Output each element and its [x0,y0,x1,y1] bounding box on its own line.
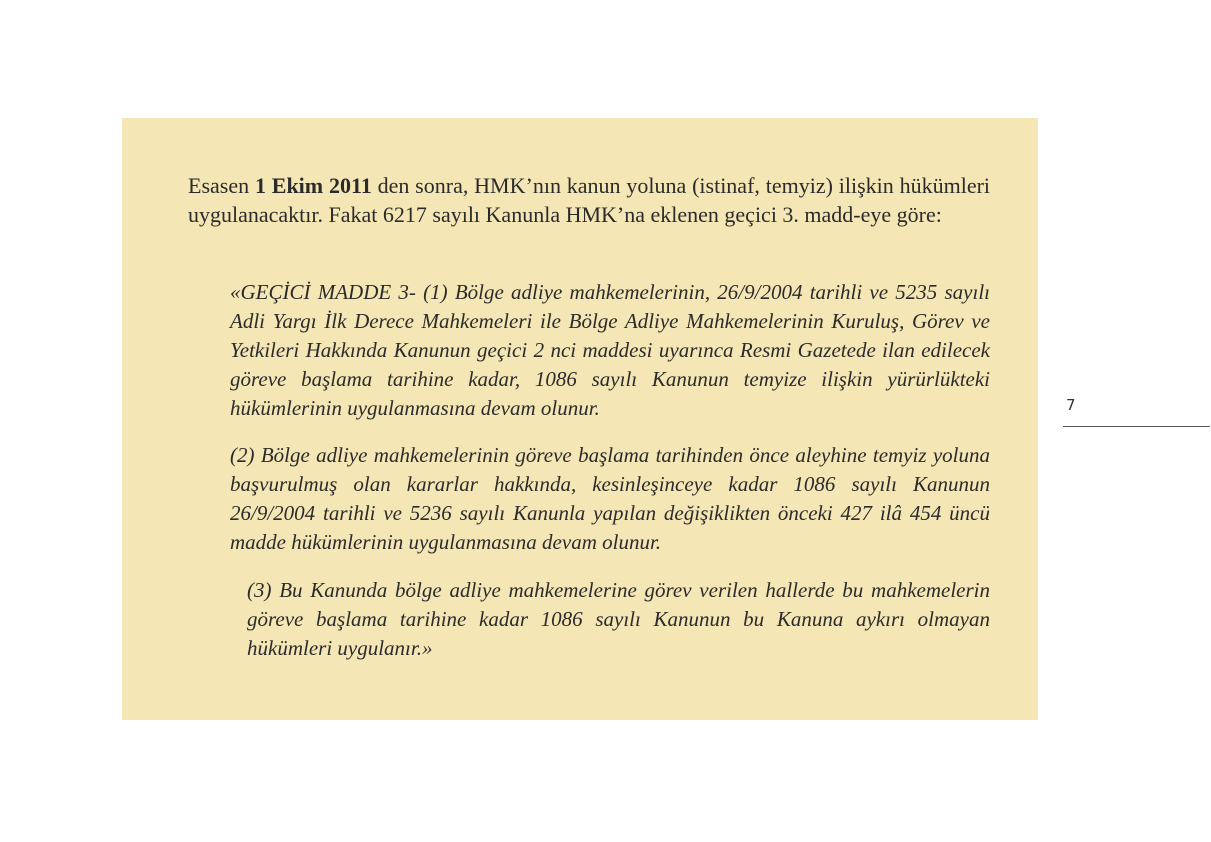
intro-date: 1 Ekim 2011 [254,173,372,198]
quote-paragraph-2: (2) Bölge adliye mahkemelerinin göreve başlama tarihinden önce aleyhine temyiz yoluna başvurulmuş olan kararlar hakkında, kesinleşinceye kadar 1086 sayılı Kanunun 26/9/2004 tarihli ve 5236 sayılı Kanunla yapılan değişiklikten önceki 427 ilâ 454 üncü madde hükümlerinin uygulanmasına devam olunur. [230,443,990,554]
intro-paragraph [188,172,990,229]
intro-text-rest: den sonra, HMK’nın kanun yoluna (istinaf, temyiz) ilişkin hükümleri uygulanacaktır. Fakat 6217 sayılı Kanunla HMK’na eklenen geçici 3. madd-eye göre: [188,173,991,227]
text-panel [122,118,1038,720]
quote-paragraph-1: «GEÇİCİ MADDE 3- (1) Bölge adliye mahkemelerinin, 26/9/2004 tarihli ve 5235 sayılı Adli Yargı İlk Derece Mahkemeleri ile Bölge Adliye Mahkemelerinin Kuruluş, Görev ve Yetkileri Hakkında Kanunun geçici 2 nci maddesi uyarınca Resmi Gazetede ilan edilecek göreve başlama tarihine kadar, 1086 sayılı Kanunun temyize ilişkin yürürlükteki hükümlerinin uygulanmasına devam olunur. [230,280,990,420]
page-number: 7 [1066,396,1076,414]
page-number-rule [1063,426,1210,427]
intro-text-start: Esasen [188,173,255,198]
quote-paragraph-3: (3) Bu Kanunda bölge adliye mahkemelerine görev verilen hallerde bu mahkemelerin göreve başlama tarihine kadar 1086 sayılı Kanunun bu Kanuna aykırı olmayan hükümleri uygulanır.» [247,578,990,660]
